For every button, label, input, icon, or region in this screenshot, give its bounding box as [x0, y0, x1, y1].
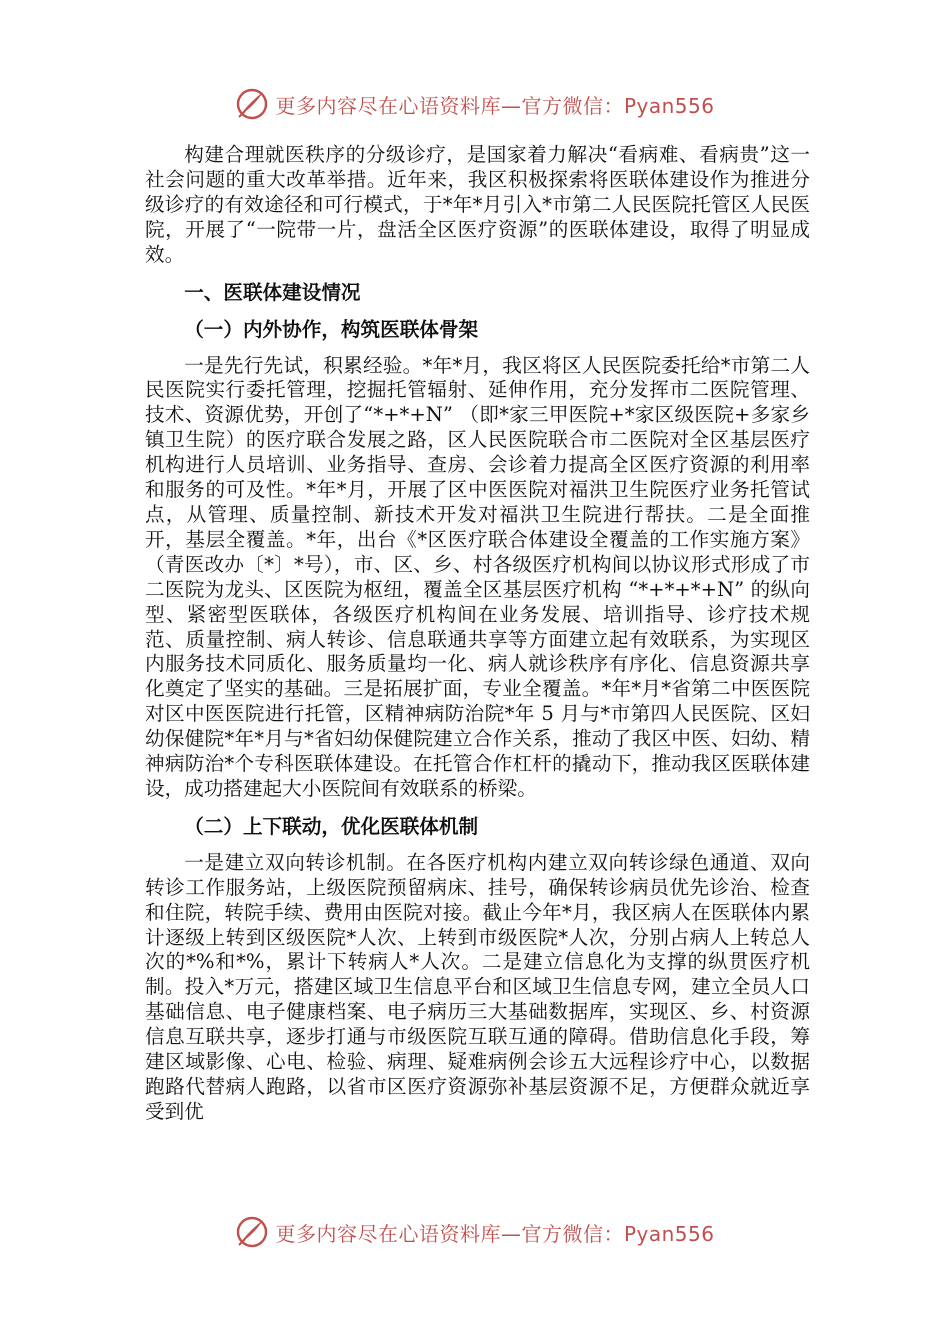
- section-heading-1: 一、医联体建设情况: [184, 280, 361, 304]
- subsection-1-paragraph: 一是先行先试，积累经验。*年*月，我区将区人民医院委托给*市第二人民医院实行委托管理，挖掘托管辐射、延伸作用，充分发挥市二医院管理、技术、资源优势，开创了“*+*+N” （即*家三甲医院+*家区级医院+多家乡镇卫生院）的医疗联合发展之路，区人民医院联合市二医院对全区基层医疗机构进行人员培训、业务指导、查房、会诊着力提高全区医疗资源的利用率和服务的可及性。*年*月，开展了区中医医院对福洪卫生院医疗业务托管试点，从管理、质量控制、新技术开发对福洪卫生院进行帮扶。二是全面推开，基层全覆盖。*年，出台《*区医疗联合体建设全覆盖的工作实施方案》（青医改办〔*〕*号），市、区、乡、村各级医疗机构间以协议形式形成了市二医院为龙头、区医院为枢纽，覆盖全区基层医疗机构 “*+*+*+N” 的纵向型、紧密型医联体，各级医疗机构间在业务发展、培训指导、诊疗技术规范、质量控制、病人转诊、信息联通共享等方面建立起有效联系，为实现区内服务技术同质化、服务质量均一化、病人就诊秩序有序化、信息资源共享化奠定了坚实的基础。三是拓展扩面，专业全覆盖。*年*月*省第二中医医院对区中医医院进行托管，区精神病防治院*年 5 月与*市第四人民医院、区妇幼保健院*年*月与*省妇幼保健院建立合作关系，推动了我区中医、妇幼、精神病防治*个专科医联体建设。在托管合作杠杆的撬动下，推动我区医联体建设，成功搭建起大小医院间有效联系的桥梁。: [145, 353, 810, 800]
- header-banner: [0, 84, 950, 124]
- document-body: [145, 143, 810, 1125]
- quill-logo-icon: [235, 1215, 269, 1249]
- quill-logo-icon: [235, 87, 269, 121]
- subsection-heading-1: （一）内外协作，构筑医联体骨架: [184, 317, 479, 341]
- subsection-heading-2: （二）上下联动，优化医联体机制: [184, 814, 479, 838]
- header-banner-text: 更多内容尽在心语资料库—官方微信：Pyan556: [275, 93, 715, 118]
- intro-paragraph: 构建合理就医秩序的分级诊疗，是国家着力解决“看病难、看病贵”这一社会问题的重大改革举措。近年来，我区积极探索将医联体建设作为推进分级诊疗的有效途径和可行模式，于*年*月引入*市第二人民医院托管区人民医院，开展了“一院带一片，盘活全区医疗资源”的医联体建设，取得了明显成效。: [145, 143, 810, 266]
- subsection-2-paragraph: 一是建立双向转诊机制。在各医疗机构内建立双向转诊绿色通道、双向转诊工作服务站，上级医院预留病床、挂号，确保转诊病员优先诊治、检查和住院，转院手续、费用由医院对接。截止今年*月，我区病人在医联体内累计逐级上转到区级医院*人次、上转到市级医院*人次，分别占病人上转总人次的*%和*%，累计下转病人*人次。二是建立信息化为支撑的纵贯医疗机制。投入*万元，搭建区域卫生信息平台和区域卫生信息专网，建立全员人口基础信息、电子健康档案、电子病历三大基础数据库，实现区、乡、村资源信息互联共享，逐步打通与市级医院互联互通的障碍。借助信息化手段，筹建区域影像、心电、检验、病理、疑难病例会诊五大远程诊疗中心，以数据跑路代替病人跑路，以省市区医疗资源弥补基层资源不足，方便群众就近享受到优: [145, 850, 810, 1123]
- footer-banner: [0, 1212, 950, 1252]
- footer-banner-text: 更多内容尽在心语资料库—官方微信：Pyan556: [275, 1221, 715, 1246]
